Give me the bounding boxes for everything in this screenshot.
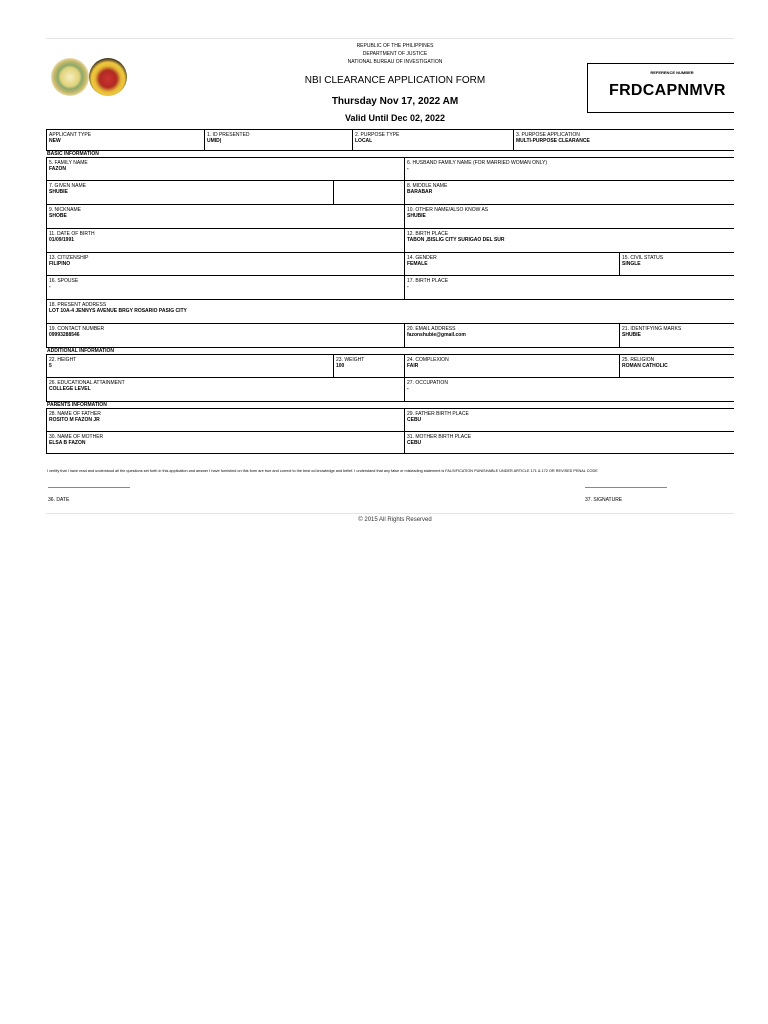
father-birth-place-cell (405, 409, 734, 431)
spouse-birth-place-cell (405, 276, 734, 299)
signature-line (585, 487, 667, 488)
family-name-cell (47, 158, 405, 180)
date-of-birth-label: 11. DATE OF BIRTH (49, 231, 95, 237)
mother-birth-place-value: CEBU (407, 440, 422, 446)
purpose-type-cell (353, 130, 514, 150)
middle-name-value: BARABAR (407, 189, 433, 195)
father-birth-place-label: 29. FATHER BIRTH PLACE (407, 411, 469, 417)
mother-name-cell (47, 432, 405, 453)
husband-family-name-cell (405, 158, 734, 180)
applicant-type-value: NEW (49, 138, 61, 144)
form-grid (46, 129, 734, 454)
given-name-label: 7. GIVEN NAME (49, 183, 86, 189)
weight-label: 23. WEIGHT (336, 357, 365, 363)
section-basic-info: BASIC INFORMATION (46, 150, 734, 157)
spouse-cell (47, 276, 405, 299)
contact-number-cell (47, 324, 405, 347)
height-value: 5 (49, 363, 52, 369)
present-address-cell (47, 300, 734, 323)
religion-label: 25. RELIGION (622, 357, 655, 363)
reference-number: FRDCAPNMVR (609, 82, 726, 99)
date-label: 36. DATE (48, 497, 70, 503)
valid-until: Valid Until Dec 02, 2022 (344, 113, 446, 123)
mother-birth-place-cell (405, 432, 734, 453)
email-label: 20. EMAIL ADDRESS (407, 326, 456, 332)
weight-value: 100 (336, 363, 345, 369)
father-birth-place-value: CEBU (407, 417, 422, 423)
mother-name-label: 30. NAME OF MOTHER (49, 434, 104, 440)
header-republic: REPUBLIC OF THE PHILIPPINES (356, 43, 434, 49)
spouse-value: - (49, 284, 51, 290)
husband-family-name-value: - (407, 166, 409, 172)
middle-name-cell (405, 181, 734, 204)
citizenship-cell (47, 253, 405, 275)
father-name-label: 28. NAME OF FATHER (49, 411, 101, 417)
spouse-birth-place-label: 17. BIRTH PLACE (407, 278, 449, 284)
other-name-cell (405, 205, 734, 228)
nbi-seal-icon (89, 58, 127, 96)
spouse-label: 16. SPOUSE (49, 278, 79, 284)
nickname-value: SHOBE (49, 213, 67, 219)
height-label: 22. HEIGHT (49, 357, 77, 363)
applicant-type-cell (47, 130, 205, 150)
complexion-cell (405, 355, 620, 377)
signature-label: 37. SIGNATURE (585, 497, 623, 503)
email-value: fazonshubie@gmail.com (407, 332, 466, 338)
civil-status-cell (620, 253, 734, 275)
top-divider (46, 38, 734, 39)
birth-place-label: 12. BIRTH PLACE (407, 231, 449, 237)
id-presented-cell (205, 130, 353, 150)
date-of-birth-value: 01/09/1991 (49, 237, 75, 243)
civil-status-value: SINGLE (622, 261, 641, 267)
date-line (48, 487, 130, 488)
form-date: Thursday Nov 17, 2022 AM (331, 96, 459, 107)
weight-cell (334, 355, 405, 377)
father-name-cell (47, 409, 405, 431)
occupation-value: - (407, 386, 409, 392)
family-name-label: 5. FAMILY NAME (49, 160, 88, 166)
nickname-cell (47, 205, 405, 228)
mother-name-value: ELSA B FAZON (49, 440, 86, 446)
identifying-marks-value: SHUBIE (622, 332, 641, 338)
education-cell (47, 378, 405, 401)
citizenship-value: FILIPINO (49, 261, 71, 267)
other-name-value: SHUBIE (407, 213, 426, 219)
given-name-cell (47, 181, 334, 204)
form-title: NBI CLEARANCE APPLICATION FORM (304, 75, 486, 86)
birth-place-cell (405, 229, 734, 252)
nickname-label: 9. NICKNAME (49, 207, 81, 213)
doj-seal-icon (51, 58, 89, 96)
purpose-application-value: MULTI-PURPOSE CLEARANCE (516, 138, 590, 144)
footer-copyright: © 2015 All Rights Reserved (358, 517, 432, 523)
gender-label: 14. GENDER (407, 255, 437, 261)
reference-box (587, 63, 734, 113)
purpose-type-label: 2. PURPOSE TYPE (355, 132, 400, 138)
section-additional-info: ADDITIONAL INFORMATION (46, 347, 734, 354)
identifying-marks-cell (620, 324, 734, 347)
father-name-value: ROSITO M FAZON JR (49, 417, 100, 423)
civil-status-label: 15. CIVIL STATUS (622, 255, 664, 261)
complexion-label: 24. COMPLEXION (407, 357, 449, 363)
middle-name-label: 8. MIDDLE NAME (407, 183, 448, 189)
birth-place-value: TABON ,BISLIG CITY SURIGAO DEL SUR (407, 237, 505, 243)
purpose-application-cell (514, 130, 734, 150)
certification-text: I certify that I have read and understood all the questions set forth in this application and answer I have furnished on this form are true and correct to the best od knowledge and belief. I understand that any false or misleading statement is FALSIFICATION PUNISHABLE UNDER ARTICLE 171 & 172 OR REVISED PENAL CODE (47, 469, 598, 473)
identifying-marks-label: 21. IDENTIFYING MARKS (622, 326, 682, 332)
occupation-cell (405, 378, 734, 401)
header-department: DEPARTMENT OF JUSTICE (362, 51, 428, 57)
other-name-label: 10. OTHER NAME/ALSO KNOW AS (407, 207, 489, 213)
email-cell (405, 324, 620, 347)
header-bureau: NATIONAL BUREAU OF INVESTIGATION (347, 59, 443, 65)
mother-birth-place-label: 31. MOTHER BIRTH PLACE (407, 434, 472, 440)
family-name-value: FAZON (49, 166, 66, 172)
religion-cell (620, 355, 734, 377)
date-of-birth-cell (47, 229, 405, 252)
reference-label: REFERENCE NUMBER (650, 70, 694, 75)
spouse-birth-place-value: - (407, 284, 409, 290)
contact-number-label: 19. CONTACT NUMBER (49, 326, 105, 332)
complexion-value: FAIR (407, 363, 419, 369)
present-address-label: 18. PRESENT ADDRESS (49, 302, 107, 308)
husband-family-name-label: 6. HUSBAND FAMILY NAME (FOR MARRIED WOMAN ONLY) (407, 160, 548, 166)
id-presented-label: 1. ID PRESENTED (207, 132, 250, 138)
education-value: COLLEGE LEVEL (49, 386, 91, 392)
blank-cell (334, 181, 405, 204)
bottom-divider (46, 513, 734, 514)
purpose-type-value: LOCAL (355, 138, 373, 144)
religion-value: ROMAN CATHOLIC (622, 363, 668, 369)
education-label: 26. EDUCATIONAL ATTAINMENT (49, 380, 125, 386)
applicant-type-label: APPLICANT TYPE (49, 132, 92, 138)
citizenship-label: 13. CITIZENSHIP (49, 255, 89, 261)
present-address-value: LOT 10A-4 JENNYS AVENUE BRGY ROSARIO PASIG CITY (49, 308, 187, 314)
id-presented-value: UMID| (207, 138, 222, 144)
purpose-application-label: 3. PURPOSE APPLICATION (516, 132, 580, 138)
gender-value: FEMALE (407, 261, 428, 267)
height-cell (47, 355, 334, 377)
section-parents-info: PARENTS INFORMATION (46, 401, 734, 408)
contact-number-value: 09993288546 (49, 332, 80, 338)
gender-cell (405, 253, 620, 275)
given-name-value: SHUBIE (49, 189, 68, 195)
occupation-label: 27. OCCUPATION (407, 380, 448, 386)
